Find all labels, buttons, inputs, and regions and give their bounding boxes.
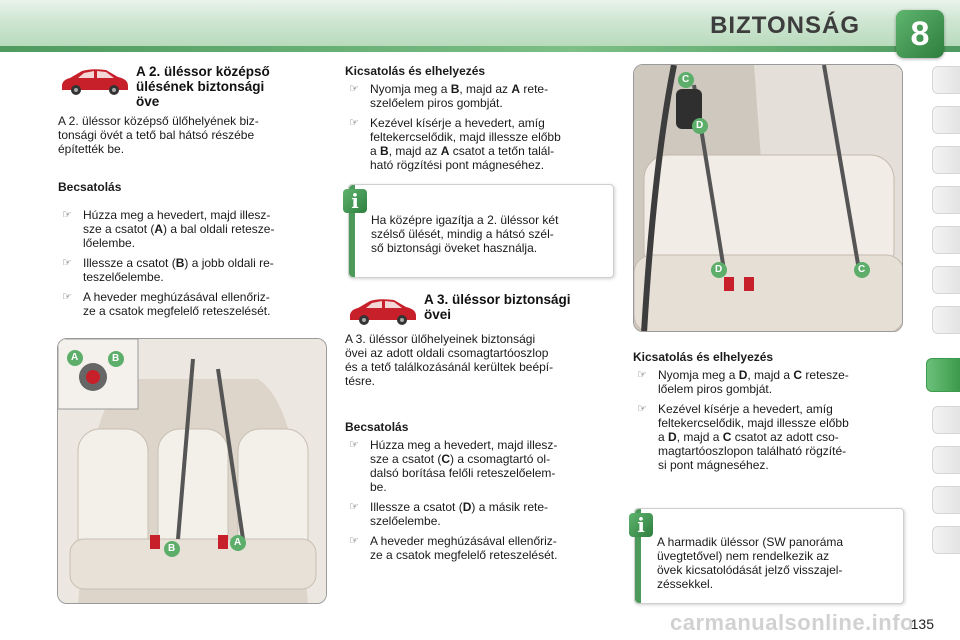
third-row-drawing: [634, 65, 903, 332]
mid-bullet-list: [345, 82, 615, 178]
right-bullet-list: [633, 368, 905, 478]
a3-becsatolas-heading: Becsatolás: [345, 420, 409, 434]
third-row-illustration: [633, 64, 903, 332]
chapter-tab[interactable]: [932, 226, 960, 254]
info-icon: i: [629, 513, 653, 537]
right-kicsatolas-heading: Kicsatolás és elhelyezés: [633, 350, 774, 364]
list-item: ☞ Kezével kísérje a hevedert, amíg feltekercselődik, majd illessze előbb a B, majd az A csatot a tetőn talál- ható rögzítési pont mágneséhez.: [349, 116, 561, 172]
pointing-hand-icon: ☞: [637, 369, 647, 381]
pointing-hand-icon: ☞: [349, 83, 359, 95]
list-item: ☞ Kezével kísérje a hevedert, amíg feltekercselődik, majd illessze előbb a D, majd a C csatot az adott cso- magtartóoszlopon található rögzíté- si pont mágneséhez.: [637, 402, 849, 472]
pointing-hand-icon: ☞: [349, 117, 359, 129]
label-a: A: [71, 352, 79, 363]
a3-bullet-list: [345, 438, 615, 568]
pointing-hand-icon: ☞: [62, 209, 72, 221]
chapter-tab[interactable]: [932, 146, 960, 174]
a2-bullet-list: [58, 208, 326, 324]
section-title-a3: A 3. üléssor biztonsági övei: [424, 292, 571, 322]
list-item: ☞ A heveder meghúzásával ellenőriz- ze a csatok megfelelő reteszelését.: [62, 290, 271, 318]
page-number: 135: [910, 616, 934, 632]
chapter-tab[interactable]: [932, 486, 960, 514]
list-item: ☞ Illessze a csatot (D) a másik rete- szelőelembe.: [349, 500, 549, 528]
pointing-hand-icon: ☞: [62, 257, 72, 269]
list-item: ☞ Nyomja meg a D, majd a C retesze- lőelem piros gombját.: [637, 368, 849, 396]
info-box-middle: [348, 184, 614, 278]
label-b: B: [168, 543, 176, 554]
rear-seat-illustration: [57, 338, 327, 604]
info-text-middle: Ha középre igazítja a 2. üléssor két szélső ülését, mindig a hátsó szél- ső biztonsági öveket használja.: [371, 213, 559, 255]
chapter-tab[interactable]: [932, 106, 960, 134]
mid-kicsatolas-heading: Kicsatolás és elhelyezés: [345, 64, 486, 78]
rear-seat-drawing: [58, 339, 327, 604]
chapter-tab-active[interactable]: [926, 358, 960, 392]
label-d: D: [715, 264, 723, 275]
list-item: ☞ A heveder meghúzásával ellenőriz- ze a csatok megfelelő reteszelését.: [349, 534, 558, 562]
header-stripe: [0, 46, 960, 52]
info-box-right: [634, 508, 904, 604]
label-d: D: [696, 120, 704, 131]
a3-intro: A 3. üléssor ülőhelyeinek biztonsági övei az adott oldali csomagtartóoszlop és a tető találkozásánál kerültek beépí- tésre.: [345, 332, 554, 388]
pointing-hand-icon: ☞: [349, 535, 359, 547]
list-item: ☞ Húzza meg a hevedert, majd illesz- sze a csatot (C) a csomagtartó ol- dalsó borítása felőli reteszelőelem- be.: [349, 438, 558, 494]
list-item: ☞ Illessze a csatot (B) a jobb oldali re- teszelőelembe.: [62, 256, 274, 284]
pointing-hand-icon: ☞: [349, 501, 359, 513]
chapter-tab[interactable]: [932, 406, 960, 434]
a2-intro: A 2. üléssor középső ülőhelyének biz- tonsági övét a tető bal hátsó részébe építették be.: [58, 114, 259, 156]
car-icon: [346, 296, 420, 328]
a2-becsatolas-heading: Becsatolás: [58, 180, 122, 194]
pointing-hand-icon: ☞: [62, 291, 72, 303]
pointing-hand-icon: ☞: [349, 439, 359, 451]
info-text-right: A harmadik üléssor (SW panoráma üvegtetővel) nem rendelkezik az övek kicsatolódását jelző visszajel- zéssekkel.: [657, 535, 844, 591]
watermark: carmanualsonline.info: [670, 610, 914, 635]
chapter-tab[interactable]: [932, 266, 960, 294]
chapter-tabs: [926, 66, 960, 626]
chapter-tab[interactable]: [932, 186, 960, 214]
label-a: A: [234, 537, 242, 548]
pointing-hand-icon: ☞: [637, 403, 647, 415]
page-title: BIZTONSÁG: [710, 12, 860, 39]
label-b: B: [112, 353, 120, 364]
car-icon: [58, 66, 132, 98]
chapter-tab[interactable]: [932, 446, 960, 474]
info-icon: i: [343, 189, 367, 213]
list-item: ☞ Nyomja meg a B, majd az A rete- szelőelem piros gombját.: [349, 82, 549, 110]
chapter-tab[interactable]: [932, 66, 960, 94]
chapter-tab[interactable]: [932, 526, 960, 554]
list-item: ☞ Húzza meg a hevedert, majd illesz- sze a csatot (A) a bal oldali retesze- lőelembe.: [62, 208, 275, 250]
section-title-a2: A 2. üléssor középső ülésének biztonsági öve: [136, 64, 270, 109]
chapter-badge[interactable]: 8: [896, 10, 944, 58]
label-c: C: [858, 264, 866, 275]
label-c: C: [682, 74, 690, 85]
chapter-tab[interactable]: [932, 306, 960, 334]
